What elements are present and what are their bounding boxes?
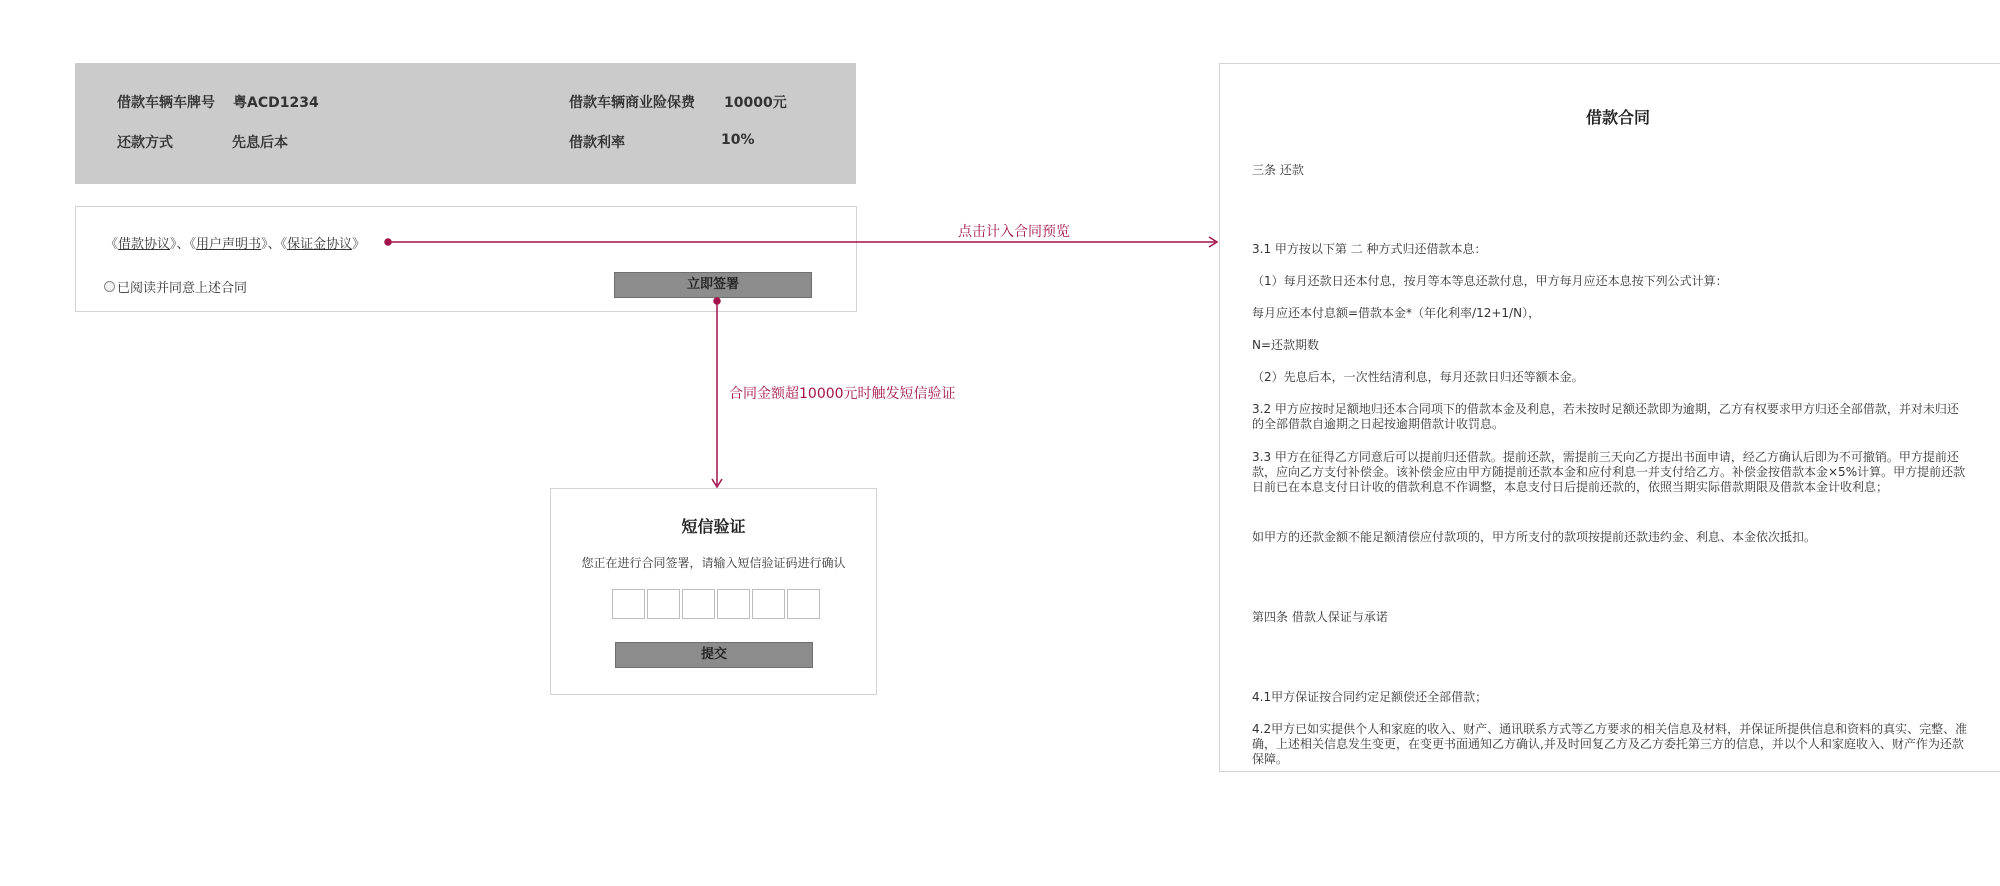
rate-label: 借款利率 bbox=[569, 135, 625, 151]
preview-annotation: 点击计入合同预览 bbox=[958, 224, 1070, 240]
sms-code-digit-box[interactable] bbox=[612, 589, 645, 619]
contract-paragraph: 每月应还本付息额=借款本金*（年化利率/12+1/N）， bbox=[1252, 306, 1541, 320]
contract-paragraph: 3.2 甲方应按时足额地归还本合同项下的借款本金及利息，若未按时足额还款即为逾期，乙方有权要求甲方归还全部借款，并对未归还的全部借款自逾期之日起按逾期借款计收罚息。 bbox=[1252, 402, 1959, 431]
sms-code-digit-box[interactable] bbox=[682, 589, 715, 619]
sms-code-digit-box[interactable] bbox=[752, 589, 785, 619]
plate-value: 粤ACD1234 bbox=[233, 95, 319, 111]
contract-paragraph: 4.2甲方已如实提供个人和家庭的收入、财产、通讯联系方式等乙方要求的相关信息及材料，并保证所提供信息和资料的真实、完整、准确，上述相关信息发生变更，在变更书面通知乙方确认,并及时回复乙方及乙方委托第三方的信息，并以个人和家庭收入、财产作为还款保障。 bbox=[1252, 722, 1968, 766]
sms-dialog-prompt: 您正在进行合同签署，请输入短信验证码进行确认 bbox=[581, 556, 846, 570]
repay-method-label: 还款方式 bbox=[117, 135, 173, 151]
sms-code-digit-box[interactable] bbox=[717, 589, 750, 619]
contract-paragraph: 3.3 甲方在征得乙方同意后可以提前归还借款。提前还款，需提前三天向乙方提出书面申请，经乙方确认后即为不可撤销。甲方提前还款，应向乙方支付补偿金。该补偿金应由甲方随提前还款本金和应付利息一并支付给乙方。补偿金按借款本金×5%计算。甲方提前还款日前已在本息支付日计收的借款利息不作调整，本息支付日后提前还款的，依照当期实际借款期限及借款本金计收利息； bbox=[1252, 450, 1966, 494]
submit-button[interactable]: 提交 bbox=[615, 642, 813, 668]
contract-paragraph: 三条 还款 bbox=[1252, 163, 1304, 177]
contract-paragraph: 3.1 甲方按以下第 二 种方式归还借款本息： bbox=[1252, 242, 1487, 256]
sms-dialog-title: 短信验证 bbox=[681, 517, 746, 536]
sms-annotation: 合同金额超10000元时触发短信验证 bbox=[729, 386, 956, 402]
plate-label: 借款车辆车牌号 bbox=[117, 95, 215, 111]
contract-paragraph: 第四条 借款人保证与承诺 bbox=[1252, 610, 1388, 624]
deposit-agreement-link[interactable]: 保证金协议 bbox=[287, 237, 353, 252]
contract-paragraph: 如甲方的还款金额不能足额清偿应付款项的，甲方所支付的款项按提前还款违约金、利息、本金依次抵扣。 bbox=[1252, 530, 1817, 544]
premium-label: 借款车辆商业险保费 bbox=[569, 95, 695, 111]
sms-code-digit-box[interactable] bbox=[787, 589, 820, 619]
loan-agreement-link[interactable]: 借款协议 bbox=[118, 237, 171, 252]
contract-paragraph: 4.1甲方保证按合同约定足额偿还全部借款； bbox=[1252, 690, 1488, 704]
contract-preview[interactable] bbox=[1219, 63, 2000, 772]
sms-code-input[interactable] bbox=[612, 589, 822, 619]
repay-method-value: 先息后本 bbox=[232, 135, 288, 151]
agree-radio-label: 已阅读并同意上述合同 bbox=[117, 281, 248, 296]
rate-value: 10% bbox=[721, 132, 755, 148]
sign-now-button[interactable]: 立即签署 bbox=[614, 272, 812, 298]
contract-paragraph: （1）每月还款日还本付息，按月等本等息还款付息，甲方每月应还本息按下列公式计算： bbox=[1252, 274, 1728, 288]
sms-code-digit-box[interactable] bbox=[647, 589, 680, 619]
bracket-open: 《 bbox=[105, 237, 119, 252]
premium-value: 10000元 bbox=[724, 95, 787, 111]
contract-paragraph: N=还款期数 bbox=[1252, 338, 1320, 352]
user-statement-link[interactable]: 用户声明书 bbox=[196, 237, 262, 252]
separator: 》、《 bbox=[261, 237, 288, 252]
separator: 》、《 bbox=[170, 237, 197, 252]
sms-verify-dialog bbox=[550, 488, 877, 695]
contract-paragraph: （2）先息后本，一次性结清利息，每月还款日归还等额本金。 bbox=[1252, 370, 1584, 384]
bracket-close: 》 bbox=[352, 237, 366, 252]
contract-title: 借款合同 bbox=[1585, 108, 1650, 127]
